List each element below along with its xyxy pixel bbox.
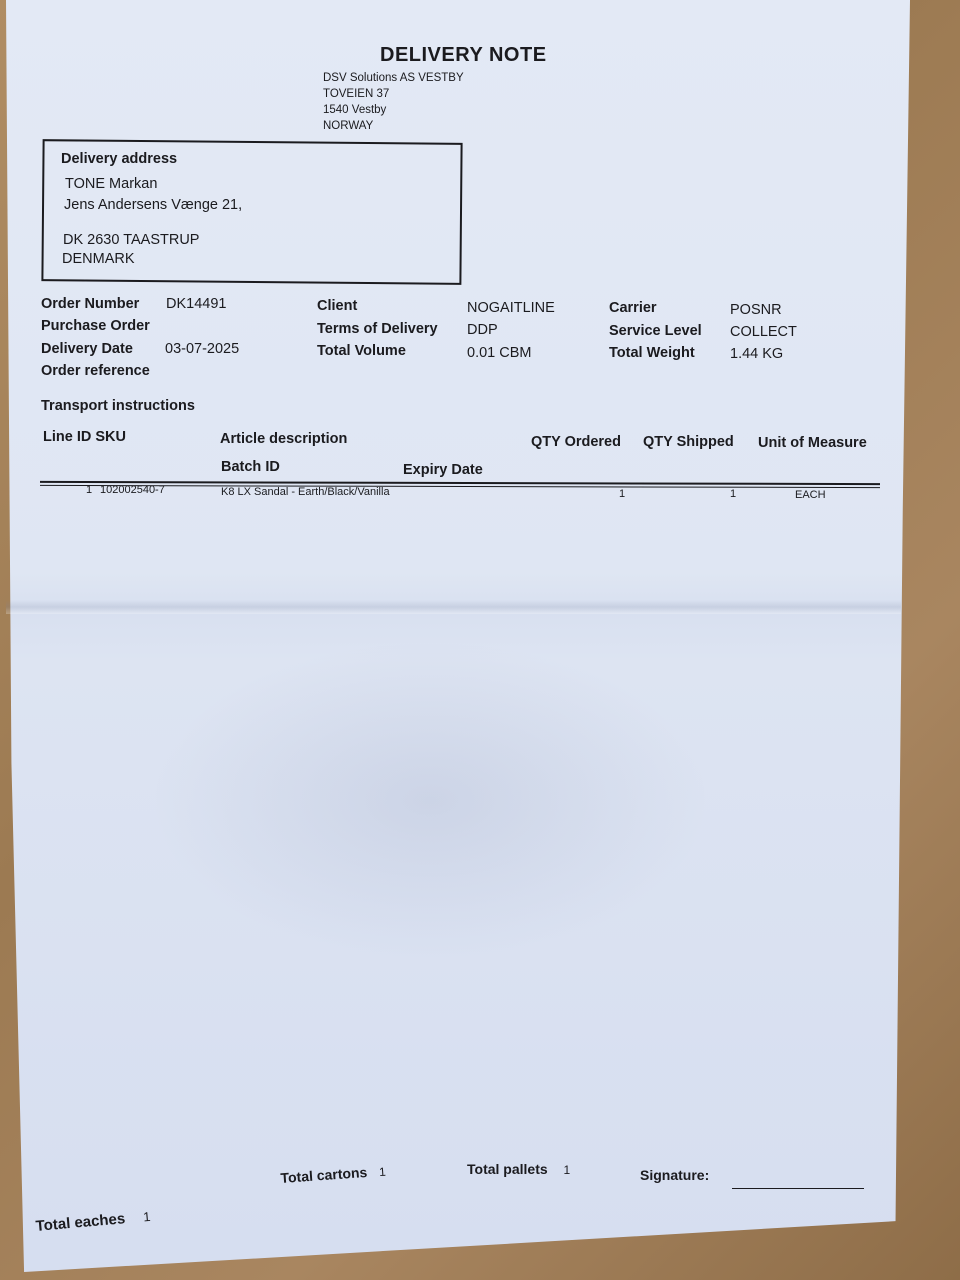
volume-value: 0.01 CBM: [467, 345, 532, 361]
transport-instructions-label: Transport instructions: [41, 398, 195, 414]
order-number-label: Order Number: [41, 296, 140, 312]
row-line-id: 1: [86, 484, 93, 496]
sender-line: NORWAY: [323, 120, 374, 132]
sender-line: 1540 Vestby: [323, 104, 387, 116]
total-pallets-label: Total pallets: [467, 1161, 548, 1177]
recipient-country: DENMARK: [62, 251, 135, 267]
col-qty-ordered: QTY Ordered: [531, 434, 621, 450]
recipient-city: DK 2630 TAASTRUP: [63, 232, 200, 248]
client-label: Client: [317, 298, 358, 314]
total-cartons-value: 1: [378, 1164, 387, 1180]
order-number-value: DK14491: [166, 296, 227, 312]
recipient-street: Jens Andersens Vænge 21,: [64, 197, 243, 213]
sender-line: TOVEIEN 37: [323, 88, 390, 100]
total-pallets: [467, 1161, 570, 1177]
weight-label: Total Weight: [609, 345, 695, 361]
total-pallets-value: 1: [563, 1163, 571, 1177]
total-cartons-label: Total cartons: [280, 1163, 368, 1186]
service-level-value: COLLECT: [730, 324, 797, 340]
purchase-order-label: Purchase Order: [41, 318, 150, 334]
delivery-address-label: Delivery address: [61, 151, 178, 167]
col-qty-shipped: QTY Shipped: [643, 434, 734, 450]
document-title: DELIVERY NOTE: [380, 44, 547, 66]
col-description: Article description: [220, 431, 348, 447]
delivery-date-value: 03-07-2025: [165, 341, 240, 357]
service-level-label: Service Level: [609, 323, 702, 339]
col-batch-id: Batch ID: [221, 459, 280, 475]
paper-shadow: [150, 640, 710, 960]
sender-address: [323, 70, 464, 134]
paper-fold: [6, 600, 901, 614]
col-unit-of-measure: Unit of Measure: [758, 435, 867, 451]
carrier-value: POSNR: [730, 302, 782, 318]
row-sku: 102002540-7: [100, 484, 165, 496]
delivery-date-label: Delivery Date: [41, 341, 133, 357]
sender-line: DSV Solutions AS VESTBY: [323, 72, 464, 84]
carrier-label: Carrier: [609, 300, 657, 316]
row-description: K8 LX Sandal - Earth/Black/Vanilla: [221, 486, 390, 498]
row-uom: EACH: [795, 489, 826, 501]
order-reference-label: Order reference: [41, 363, 150, 379]
col-line-sku: Line ID SKU: [43, 429, 126, 445]
weight-value: 1.44 KG: [730, 346, 784, 362]
total-eaches-value: 1: [142, 1208, 152, 1225]
terms-label: Terms of Delivery: [317, 321, 438, 337]
signature-label: Signature:: [640, 1167, 710, 1183]
terms-value: DDP: [467, 322, 498, 338]
row-qty-shipped: 1: [730, 488, 737, 500]
recipient-name: TONE Markan: [65, 176, 158, 192]
total-eaches-label: Total eaches: [35, 1210, 126, 1235]
row-qty-ordered: 1: [619, 488, 626, 500]
volume-label: Total Volume: [317, 343, 406, 359]
client-value: NOGAITLINE: [467, 300, 555, 316]
signature-line: [732, 1188, 864, 1189]
col-expiry-date: Expiry Date: [403, 462, 483, 478]
